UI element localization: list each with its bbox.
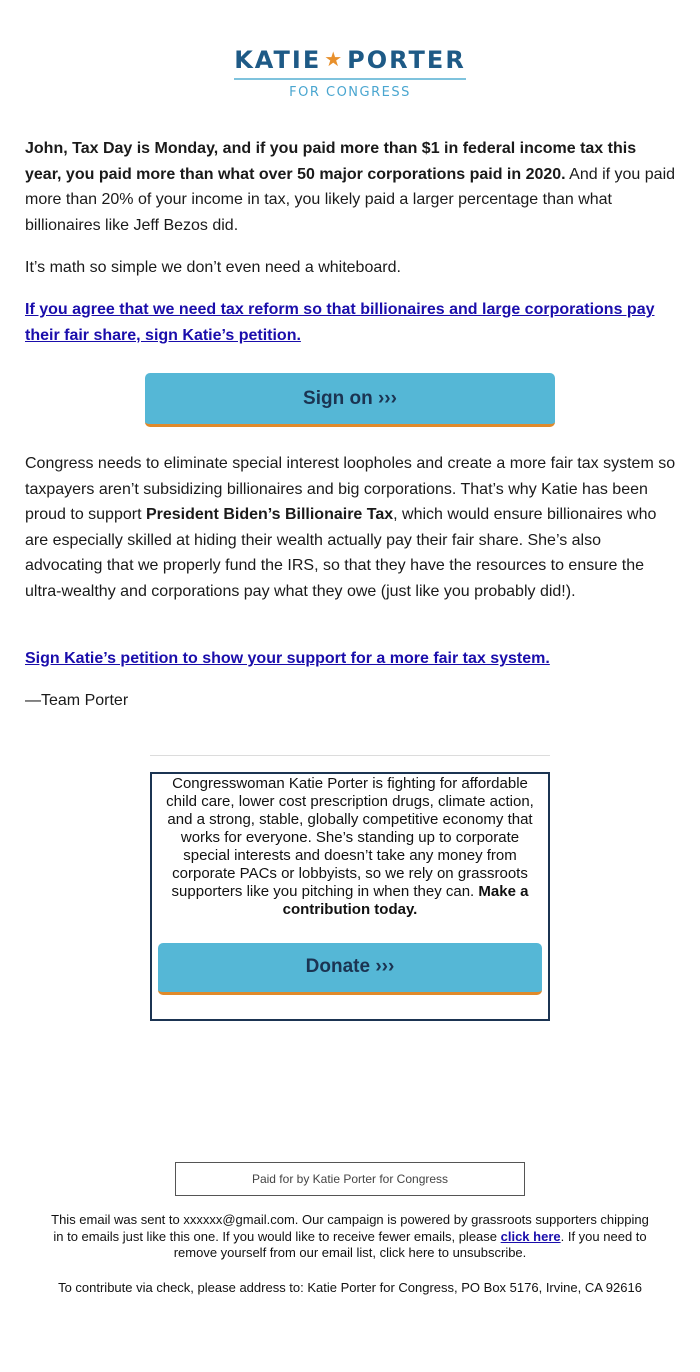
sign-on-button[interactable]: Sign on ››› — [145, 373, 555, 427]
footer-email-text-a: This email was sent to xxxxxx@gmail.com. Our campaign is powered by grassroots supporters chipping in to emails just like this one. If you would like to receive fewer emails, please — [51, 1212, 649, 1244]
signoff: —Team Porter — [25, 692, 129, 709]
divider — [150, 755, 550, 756]
whiteboard-paragraph: It’s math so simple we don’t even need a whiteboard. — [25, 259, 401, 276]
petition-link[interactable]: If you agree that we need tax reform so that billionaires and large corporations pay their fair share, sign Katie’s petition. — [25, 301, 655, 344]
donate-box — [150, 772, 550, 1021]
paid-for-disclaimer: Paid for by Katie Porter for Congress — [175, 1162, 525, 1196]
congress-text-b: , which would ensure billionaires who are especially skilled at hiding their wealth actually pay their fair share. She’s also advocating that we properly fund the IRS, so that they have the resources to ensure the ultra-wealthy and corporations pay what they owe (just like you probably did!). — [25, 506, 657, 600]
intro-paragraph — [25, 136, 677, 238]
donate-description: Congresswoman Katie Porter is fighting for affordable child care, lower cost prescription drugs, climate action, and a strong, stable, globally competitive economy that works for everyone. She’s standing up to corporate special interests and doesn’t take any money from corporate PACs or lobbyists, so we rely on grassroots supporters like you pitching in when they can. — [166, 775, 534, 900]
footer-address: To contribute via check, please address to: Katie Porter for Congress, PO Box 5176, Irvine, CA 92616 — [58, 1280, 642, 1295]
fair-tax-petition-link[interactable]: Sign Katie’s petition to show your support for a more fair tax system. — [25, 650, 550, 667]
campaign-logo — [0, 44, 700, 100]
petition-link-paragraph — [25, 297, 677, 348]
logo-first-name: KATIE — [234, 46, 322, 74]
fair-tax-link-paragraph — [25, 646, 677, 672]
star-icon: ★ — [324, 47, 345, 71]
footer-email-text-b: . If you need to remove yourself from our email list, click here to unsubscribe. — [173, 1228, 647, 1260]
logo-subtitle: FOR CONGRESS — [289, 85, 411, 100]
donate-box-text — [156, 775, 544, 919]
intro-rest-text: And if you paid more than 20% of your income in tax, you likely paid a larger percentage than what billionaires like Jeff Bezos did. — [25, 165, 676, 234]
footer-email-notice — [50, 1212, 650, 1262]
congress-paragraph — [25, 451, 677, 604]
logo-last-name: PORTER — [347, 46, 466, 74]
donate-button[interactable]: Donate ››› — [158, 943, 542, 995]
donate-call-to-action: Make a contribution today. — [282, 883, 529, 918]
fewer-emails-link[interactable]: click here — [500, 1228, 561, 1244]
billionaire-tax-bold: President Biden’s Billionaire Tax — [145, 506, 394, 523]
intro-bold-text: John, Tax Day is Monday, and if you paid more than $1 in federal income tax this year, you paid more than what over 50 major corporations paid in 2020. — [25, 140, 637, 183]
logo-name — [234, 44, 466, 80]
congress-text-a: Congress needs to eliminate special interest loopholes and create a more fair tax system so taxpayers aren’t subsidizing billionaires and big corporations. That’s why Katie has been proud to support — [25, 455, 676, 523]
